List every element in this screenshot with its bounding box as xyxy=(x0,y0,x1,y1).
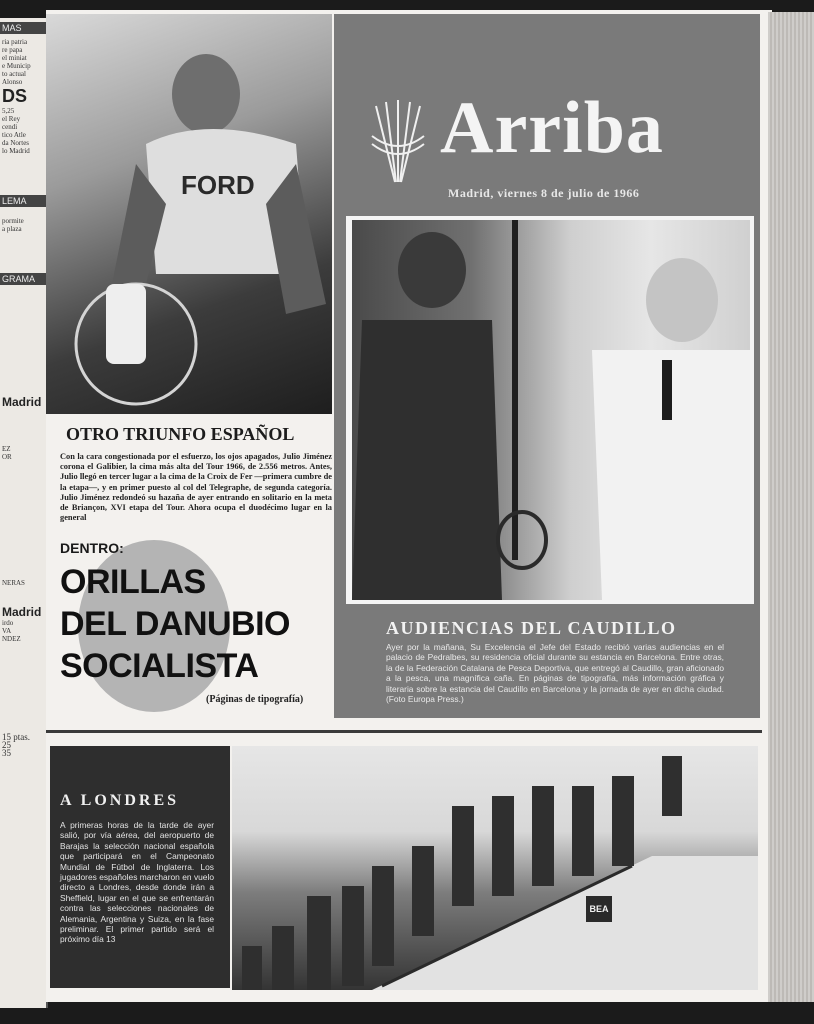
left-fragment: pormite xyxy=(2,217,24,225)
left-fragment: Madrid xyxy=(2,395,42,409)
section-divider xyxy=(46,730,762,733)
page-stack-edge xyxy=(768,12,814,1002)
left-fragment: ria patria xyxy=(2,38,28,46)
left-fragment: Madrid xyxy=(2,605,42,619)
left-fragment: lo Madrid xyxy=(2,147,30,155)
left-fragment: 15 ptas. xyxy=(2,732,30,742)
left-fragment: re papa xyxy=(2,46,23,54)
left-fragment: irdo xyxy=(2,619,14,627)
left-fragment: 5,25 xyxy=(2,107,15,115)
londres-caption: A primeras horas de la tarde de ayer salió, por vía aérea, del aeropuerto de Barajas la selección nacional española que participará en el Campeonato Mundial de Fútbol de Inglaterra. Los jugadores españoles marcharon en vuelo directo a Londres, desde donde irán a Sheffield, lugar en el que se enfrentarán contra las selecciones nacionales de Alemania, Argentina y Suiza, en la fase preliminar. El primer partido será el próximo día 13 xyxy=(60,820,214,945)
left-fragment: e Municip xyxy=(2,62,31,70)
left-fragment: a plaza xyxy=(2,225,22,233)
cyclist-headline: OTRO TRIUNFO ESPAÑOL xyxy=(66,424,295,444)
dentro-headline-line: SOCIALISTA xyxy=(60,647,259,685)
dentro-headline-line: ORILLAS xyxy=(60,563,206,601)
left-fragment: da Nortes xyxy=(2,139,30,147)
team-boarding-photo xyxy=(232,746,758,990)
left-fragment: 25 xyxy=(2,740,11,750)
dentro-note: (Páginas de tipografía) xyxy=(206,694,304,705)
boarding-scene xyxy=(232,746,758,990)
londres-headline: A LONDRES xyxy=(60,792,180,809)
left-fragment: VA xyxy=(2,627,12,635)
previous-page-edge xyxy=(0,18,48,1008)
left-fragment: EZ xyxy=(2,445,11,453)
left-fragment: DS xyxy=(2,86,28,106)
left-fragment: Alonso xyxy=(2,78,23,86)
left-fragment: 35 xyxy=(2,748,11,758)
masthead-date: Madrid, viernes 8 de julio de 1966 xyxy=(448,186,640,200)
caudillo-audience-photo xyxy=(352,220,750,600)
dentro-label: DENTRO: xyxy=(60,540,124,556)
yoke-and-arrows-icon xyxy=(366,96,430,186)
left-fragment: MAS xyxy=(0,22,46,34)
audiencias-caption: Ayer por la mañana, Su Excelencia el Jefe del Estado recibió varias audiencias en el palacio de Pedralbes, su residencia oficial durante su estancia en Barcelona. Entre otras, la de la Federación Catalana de Pesca Deportiva, que entregó al Caudillo, gran aficionado a la pesca, una magnífica caña. En páginas de tipografía, más información gráfica y literaria sobre la estancia del Caudillo en Barcelona y la jornada de ayer en dicha ciudad. (Foto Europa Press.) xyxy=(386,642,724,705)
cyclist-figure xyxy=(46,14,332,414)
audiencias-headline: AUDIENCIAS DEL CAUDILLO xyxy=(386,618,677,638)
left-fragment: LEMA xyxy=(0,195,46,207)
left-fragment: el Rey xyxy=(2,115,21,123)
bea-logo: BEA xyxy=(586,896,612,922)
masthead-title: Arriba xyxy=(440,87,664,169)
cyclist-photo xyxy=(46,14,332,414)
svg-text:FORD: FORD xyxy=(181,170,255,200)
left-fragment: tico Atle xyxy=(2,131,26,139)
left-fragment: NERAS xyxy=(2,579,25,587)
left-fragment: el miniat xyxy=(2,54,27,62)
left-fragment: NDEZ xyxy=(2,635,21,643)
left-fragment: OR xyxy=(2,453,12,461)
dentro-headline-line: DEL DANUBIO xyxy=(60,605,290,643)
left-fragment: cendi xyxy=(2,123,18,131)
left-fragment: to actual xyxy=(2,70,26,78)
cyclist-caption: Con la cara congestionada por el esfuerzo, los ojos apagados, Julio Jiménez corona el Galibier, la cima más alta del Tour 1966, de 2.556 metros. Antes, Julio llegó en tercer lugar a la cima de la Croix de Fer —primera cumbre de la etapa—, y en primer puesto al col del Telegraphe, de segunda categoría. Julio Jiménez redondeó su hazaña de ayer entrando en solitario en la meta de Briançon, XVI etapa del Tour. Ahora ocupa el duodécimo lugar en la general xyxy=(60,452,332,523)
left-fragment: GRAMA xyxy=(0,273,46,285)
audience-figures xyxy=(352,220,750,600)
